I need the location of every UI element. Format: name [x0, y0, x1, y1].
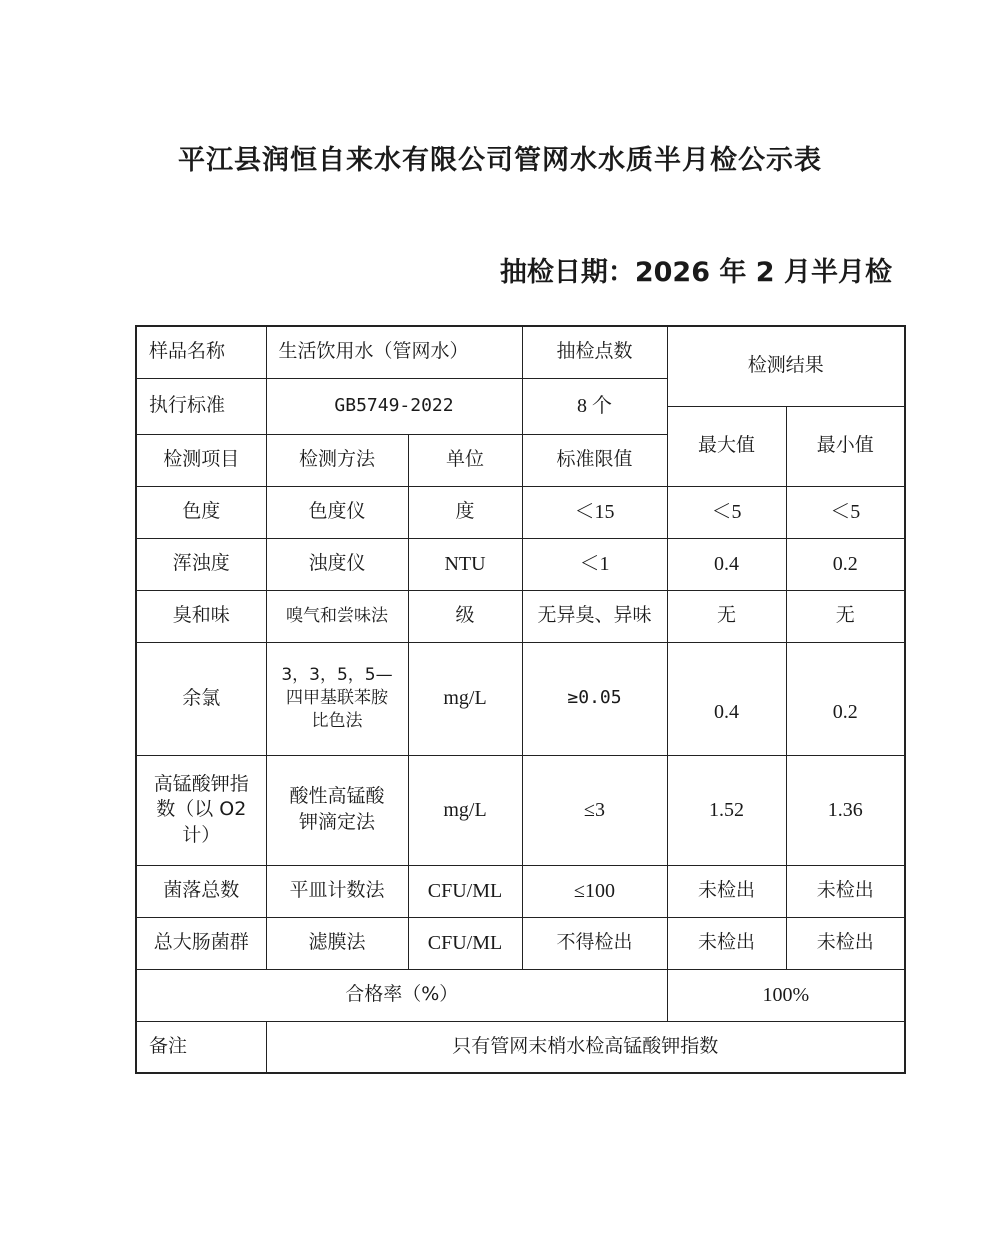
- cell-limit: ≤100: [522, 865, 667, 917]
- cell-item: 余氯: [136, 642, 266, 755]
- table-row: [136, 1021, 905, 1073]
- cell-method: 滤膜法: [266, 917, 408, 969]
- pass-rate-value: 100%: [667, 969, 905, 1021]
- cell-unit: 度: [408, 486, 522, 538]
- cell-limit: ≥0.05: [522, 642, 667, 755]
- cell-limit: 不得检出: [522, 917, 667, 969]
- cell-method: [266, 642, 408, 755]
- cell-item: 臭和味: [136, 590, 266, 642]
- results-label: 检测结果: [667, 326, 905, 406]
- cell-unit: CFU/ML: [408, 917, 522, 969]
- cell-max: 未检出: [667, 865, 786, 917]
- cell-min: 1.36: [786, 755, 905, 865]
- water-quality-table: [135, 325, 906, 1074]
- header-method: 检测方法: [266, 434, 408, 486]
- header-min: 最小值: [786, 406, 905, 486]
- cell-unit: NTU: [408, 538, 522, 590]
- cell-max: 无: [667, 590, 786, 642]
- cell-unit: 级: [408, 590, 522, 642]
- cell-method: 嗅气和尝味法: [266, 590, 408, 642]
- document-title: 平江县润恒自来水有限公司管网水水质半月检公示表: [178, 145, 822, 176]
- table-row: [136, 486, 905, 538]
- remark-label: 备注: [136, 1021, 266, 1073]
- cell-max: 1.52: [667, 755, 786, 865]
- item-line: 数（以 O2: [156, 798, 247, 821]
- method-line: 比色法: [311, 710, 363, 731]
- inspection-date: 抽检日期：2026 年 2 月半月检: [499, 257, 892, 288]
- cell-item: 色度: [136, 486, 266, 538]
- sample-name-value: 生活饮用水（管网水）: [266, 326, 522, 378]
- cell-max: 0.4: [667, 538, 786, 590]
- cell-limit: ＜15: [522, 486, 667, 538]
- cell-min: 未检出: [786, 917, 905, 969]
- cell-unit: mg/L: [408, 642, 522, 755]
- cell-max: ＜5: [667, 486, 786, 538]
- cell-min: 0.2: [786, 642, 905, 755]
- table-row: [136, 865, 905, 917]
- cell-item: 总大肠菌群: [136, 917, 266, 969]
- header-limit: 标准限值: [522, 434, 667, 486]
- table-row: [136, 969, 905, 1021]
- cell-method: 平皿计数法: [266, 865, 408, 917]
- cell-method: 色度仪: [266, 486, 408, 538]
- cell-item: 浑浊度: [136, 538, 266, 590]
- cell-method: [266, 755, 408, 865]
- cell-method: 浊度仪: [266, 538, 408, 590]
- item-line: 高锰酸钾指: [153, 772, 249, 795]
- table-row: [136, 326, 905, 378]
- header-max: 最大值: [667, 406, 786, 486]
- method-line: 四甲基联苯胺: [286, 688, 388, 709]
- pass-rate-label: 合格率（%）: [136, 969, 667, 1021]
- cell-max: 未检出: [667, 917, 786, 969]
- cell-min: ＜5: [786, 486, 905, 538]
- cell-item: 菌落总数: [136, 865, 266, 917]
- remark-value: 只有管网末梢水检高锰酸钾指数: [266, 1021, 905, 1073]
- table-row: [136, 590, 905, 642]
- method-line: 钾滴定法: [298, 811, 375, 833]
- method-line: 3，3，5，5—: [281, 665, 393, 686]
- header-item: 检测项目: [136, 434, 266, 486]
- points-label: 抽检点数: [522, 326, 667, 378]
- standard-label: 执行标准: [136, 378, 266, 434]
- cell-limit: ＜1: [522, 538, 667, 590]
- cell-min: 未检出: [786, 865, 905, 917]
- cell-limit: 无异臭、异味: [522, 590, 667, 642]
- points-value: 8 个: [522, 378, 667, 434]
- cell-unit: CFU/ML: [408, 865, 522, 917]
- standard-value: GB5749-2022: [266, 378, 522, 434]
- sample-name-label: 样品名称: [136, 326, 266, 378]
- cell-min: 无: [786, 590, 905, 642]
- cell-item: [136, 755, 266, 865]
- header-unit: 单位: [408, 434, 522, 486]
- cell-limit: ≤3: [522, 755, 667, 865]
- item-line: 计）: [182, 823, 221, 846]
- cell-max: 0.4: [667, 642, 786, 755]
- table-row: [136, 755, 905, 865]
- method-line: 酸性高锰酸: [289, 785, 385, 808]
- table-row: [136, 917, 905, 969]
- table-row: [136, 642, 905, 755]
- cell-unit: mg/L: [408, 755, 522, 865]
- table-row: [136, 538, 905, 590]
- cell-min: 0.2: [786, 538, 905, 590]
